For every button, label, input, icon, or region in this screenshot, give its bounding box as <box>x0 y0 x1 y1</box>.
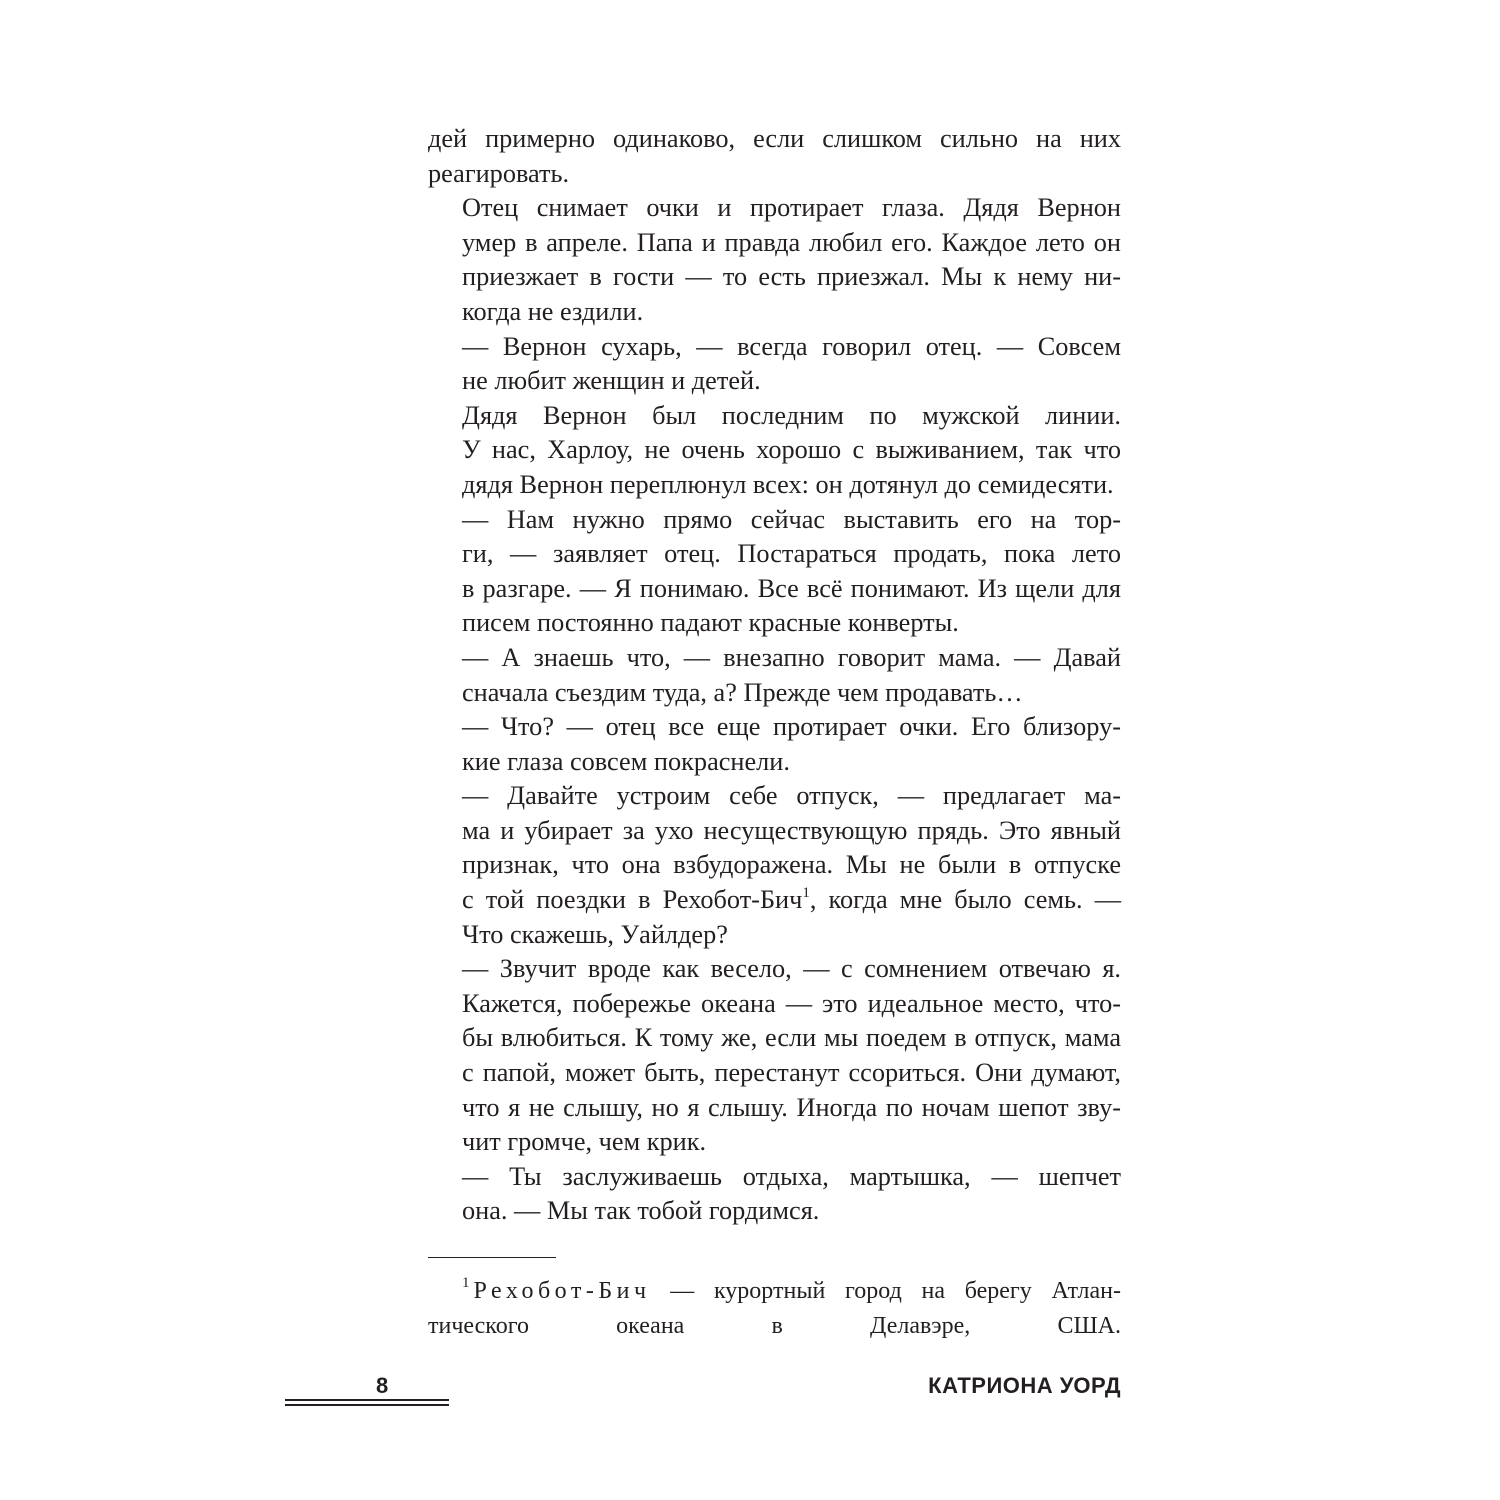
paragraph <box>428 1160 1121 1229</box>
text-line: бы влюбиться. К тому же, если мы поедем в отпуск, мама <box>462 1023 1121 1053</box>
text-line: — А знаешь что, — внезапно говорит мама. — Давай <box>462 642 1121 672</box>
page-number: 8 <box>376 1373 389 1398</box>
paragraph <box>428 122 1121 191</box>
paragraph <box>428 710 1121 779</box>
text-line: когда не ездили. <box>462 296 644 326</box>
text-line: ги, — заявляет отец. Постараться продать, пока лето <box>462 539 1121 569</box>
text-line: сначала съездим туда, а? Прежде чем продавать… <box>462 677 1023 707</box>
footnote-marker: 1 <box>462 1275 470 1291</box>
main-text <box>428 122 1121 1229</box>
text-line: — Что? — отец все еще протирает очки. Его близору- <box>462 712 1121 742</box>
text-line: Дядя Вернон был последним по мужской линии. <box>462 400 1121 430</box>
text-line: — Ты заслуживаешь отдыха, мартышка, — шепчет <box>462 1161 1121 1191</box>
footnote-line <box>428 1274 1121 1309</box>
footnote-separator <box>428 1257 556 1258</box>
text-line: ма и убирает за ухо несуществующую прядь. Это явный <box>462 815 1121 845</box>
paragraph <box>428 952 1121 1160</box>
running-head-author: КАТРИОНА УОРД <box>928 1373 1121 1398</box>
text-line: признак, что она взбудоражена. Мы не были в отпуске <box>462 850 1121 880</box>
paragraph <box>428 330 1121 399</box>
text-line: кие глаза совсем покраснели. <box>462 746 790 776</box>
text-line: — Звучит вроде как весело, — с сомнением отвечаю я. <box>462 954 1121 984</box>
footnote-reference: 1 <box>802 885 810 902</box>
text-line: У нас, Харлоу, не очень хорошо с выживанием, так что <box>462 435 1121 465</box>
footnote <box>428 1274 1121 1343</box>
text-line: писем постоянно падают красные конверты. <box>462 608 959 638</box>
text-line: не любит женщин и детей. <box>462 366 761 396</box>
paragraph <box>428 503 1121 641</box>
footnote-term: Рехобот-Бич <box>473 1278 651 1304</box>
text-fragment: , когда мне было семь. — <box>809 885 1122 915</box>
paragraph <box>428 779 1121 952</box>
text-line: дядя Вернон переплюнул всех: он дотянул до семидесяти. <box>462 469 1114 499</box>
text-line: с папой, может быть, перестанут ссориться. Они думают, <box>462 1058 1121 1088</box>
footnote-line: тического океана в Делавэре, США. <box>428 1312 1121 1339</box>
folio-rule <box>285 1404 449 1406</box>
paragraph <box>428 641 1121 710</box>
paragraph <box>428 399 1121 503</box>
text-line: что я не слышу, но я слышу. Иногда по ночам шепот зву- <box>462 1092 1121 1122</box>
text-line: — Вернон сухарь, — всегда говорил отец. — Совсем <box>462 331 1121 361</box>
paragraph <box>428 191 1121 329</box>
text-line: Кажется, побережье океана — это идеальное место, что- <box>462 988 1121 1018</box>
text-line <box>428 883 1121 918</box>
text-line: Что скажешь, Уайлдер? <box>462 919 728 949</box>
text-line: чит громче, чем крик. <box>462 1127 707 1157</box>
text-line: умер в апреле. Папа и правда любил его. Каждое лето он <box>462 227 1121 257</box>
text-line: реагировать. <box>428 158 570 188</box>
text-fragment: с той поездки в Рехобот-Бич <box>462 885 803 915</box>
footnote-text: — курортный город на берегу Атлан- <box>650 1278 1121 1304</box>
text-line: Отец снимает очки и протирает глаза. Дядя Вернон <box>462 193 1121 223</box>
text-line: дей примерно одинаково, если слишком сильно на них <box>428 124 1121 153</box>
text-line: приезжает в гости — то есть приезжал. Мы к нему ни- <box>462 262 1121 292</box>
text-line: — Нам нужно прямо сейчас выставить его на тор- <box>462 504 1121 534</box>
text-line: в разгаре. — Я понимаю. Все всё понимают. Из щели для <box>462 573 1121 603</box>
text-line: она. — Мы так тобой гордимся. <box>462 1196 820 1226</box>
folio-rule <box>285 1399 449 1401</box>
text-line: — Давайте устроим себе отпуск, — предлагает ма- <box>462 781 1121 811</box>
